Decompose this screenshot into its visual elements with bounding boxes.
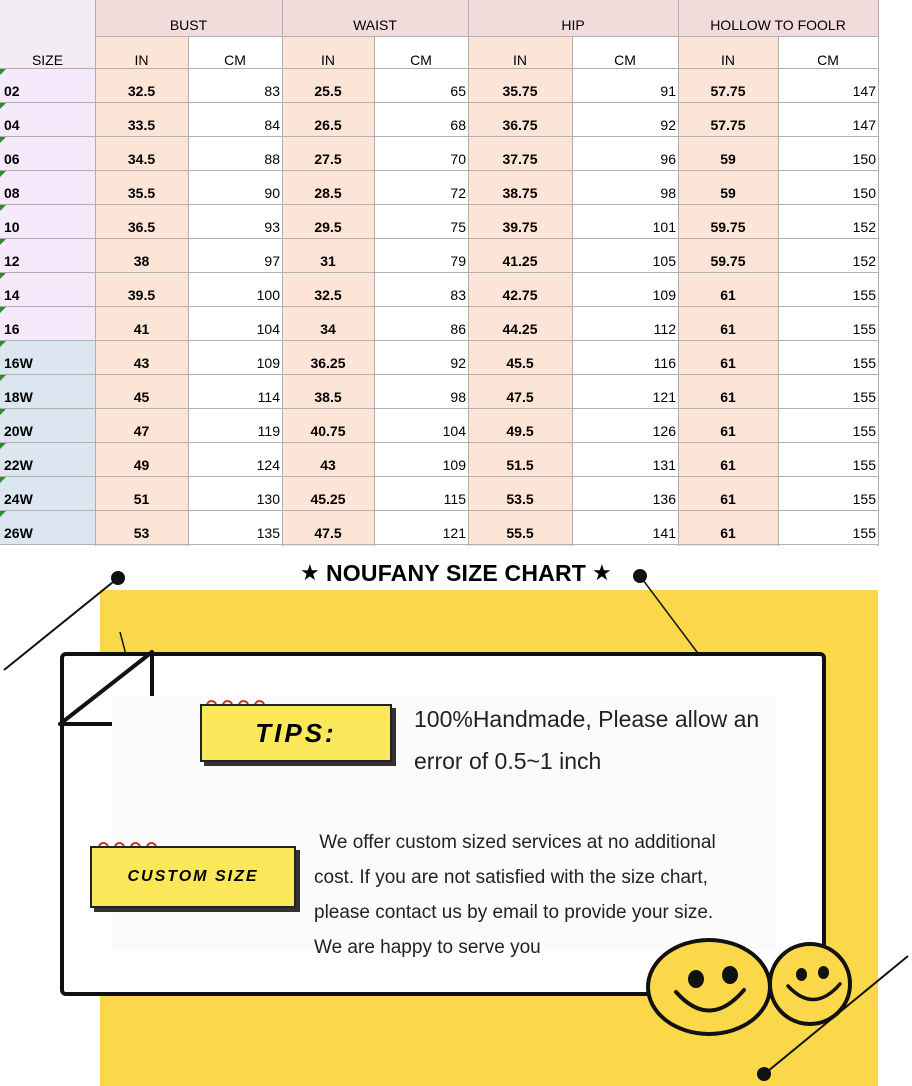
- size-cell: 12: [4, 253, 20, 269]
- htf-in-cell: 61: [720, 423, 736, 439]
- hip-in-cell: 41.25: [502, 253, 538, 269]
- grid-line-horizontal: [0, 374, 878, 375]
- hip-cm-cell: 121: [652, 389, 676, 405]
- grid-line-vertical: [188, 36, 189, 546]
- htf-in-cell: 57.75: [710, 117, 746, 133]
- group-header: WAIST: [353, 17, 397, 33]
- grid-line-horizontal: [0, 204, 878, 205]
- bust-in-cell: 45: [133, 389, 150, 405]
- row-marker-icon: [0, 511, 6, 517]
- waist-in-cell: 32.5: [314, 287, 342, 303]
- waist-in-cell: 31: [320, 253, 336, 269]
- htf-cm-cell: 155: [852, 491, 876, 507]
- hip-in-cell: 42.75: [502, 287, 538, 303]
- waist-cm-cell: 79: [450, 253, 466, 269]
- grid-line-horizontal: [0, 136, 878, 137]
- hip-cm-cell: 112: [653, 321, 676, 337]
- hip-cm-cell: 96: [660, 151, 676, 167]
- hip-in-cell: 38.75: [502, 185, 538, 201]
- grid-line-horizontal: [95, 36, 878, 37]
- grid-line-vertical: [374, 36, 375, 546]
- waist-in-cell: 38.5: [314, 389, 342, 405]
- bust-in-cell: 32.5: [127, 83, 156, 99]
- hip-cm-cell: 141: [652, 525, 676, 541]
- bust-in-cell: 35.5: [127, 185, 156, 201]
- cm-subheader: CM: [817, 52, 839, 68]
- size-cell: 06: [4, 151, 20, 167]
- in-subheader: IN: [513, 52, 527, 68]
- waist-cm-cell: 72: [450, 185, 466, 201]
- hip-in-cell: 44.25: [502, 321, 538, 337]
- cm-subheader: CM: [614, 52, 636, 68]
- waist-in-cell: 40.75: [310, 423, 346, 439]
- custom-line-4: We are happy to serve you: [314, 937, 541, 958]
- size-cell: 22W: [4, 457, 33, 473]
- waist-cm-cell: 68: [450, 117, 466, 133]
- grid-line-vertical: [95, 0, 96, 546]
- htf-in-cell: 59: [720, 151, 736, 167]
- waist-in-cell: 36.25: [310, 355, 346, 371]
- bust-in-cell: 34.5: [127, 151, 156, 167]
- waist-in-cell: 27.5: [314, 151, 342, 167]
- waist-cm-cell: 98: [450, 389, 466, 405]
- grid-line-horizontal: [0, 544, 878, 545]
- waist-cm-cell: 104: [442, 423, 466, 439]
- row-marker-icon: [0, 341, 6, 347]
- waist-in-cell: 26.5: [314, 117, 342, 133]
- row-marker-icon: [0, 171, 6, 177]
- htf-cm-cell: 150: [852, 185, 876, 201]
- row-marker-icon: [0, 273, 6, 279]
- bust-cm-cell: 130: [256, 491, 280, 507]
- waist-cm-cell: 115: [443, 491, 466, 507]
- htf-in-cell: 61: [720, 287, 736, 303]
- waist-cm-cell: 75: [450, 219, 466, 235]
- size-cell: 16: [4, 321, 20, 337]
- hip-in-cell: 45.5: [506, 355, 534, 371]
- htf-cm-cell: 152: [852, 219, 876, 235]
- hip-in-cell: 36.75: [502, 117, 538, 133]
- waist-cm-cell: 65: [450, 83, 466, 99]
- hip-cm-cell: 98: [660, 185, 676, 201]
- star-icon: ★: [592, 559, 612, 585]
- grid-line-horizontal: [0, 170, 878, 171]
- hip-cm-cell: 126: [652, 423, 676, 439]
- waist-in-cell: 47.5: [314, 525, 342, 541]
- hip-cm-cell: 109: [652, 287, 676, 303]
- bust-cm-cell: 104: [256, 321, 280, 337]
- hip-cm-cell: 136: [652, 491, 676, 507]
- htf-cm-cell: 152: [852, 253, 876, 269]
- hip-in-cell: 49.5: [506, 423, 534, 439]
- htf-in-cell: 61: [720, 321, 736, 337]
- hip-cm-cell: 101: [652, 219, 676, 235]
- hip-in-cell: 47.5: [506, 389, 534, 405]
- grid-line-horizontal: [0, 340, 878, 341]
- hip-cm-cell: 116: [653, 355, 676, 371]
- bust-in-cell: 47: [133, 423, 150, 439]
- bust-cm-cell: 124: [256, 457, 280, 473]
- size-chart-table: [0, 0, 878, 546]
- smiley-face-icon: [646, 938, 772, 1036]
- grid-line-horizontal: [0, 442, 878, 443]
- grid-line-vertical: [878, 0, 879, 546]
- hip-cm-cell: 91: [660, 83, 676, 99]
- custom-size-tag: CUSTOM SIZE: [90, 846, 296, 908]
- bust-cm-cell: 84: [264, 117, 280, 133]
- bust-cm-cell: 100: [256, 287, 280, 303]
- bust-in-cell: 49: [133, 457, 150, 473]
- tips-tag: TIPS:: [200, 704, 392, 762]
- tips-line-1: 100%Handmade, Please allow an: [414, 706, 760, 732]
- waist-in-cell: 28.5: [314, 185, 342, 201]
- size-header: SIZE: [31, 52, 64, 68]
- hip-in-cell: 51.5: [506, 457, 534, 473]
- row-marker-icon: [0, 409, 6, 415]
- waist-in-cell: 29.5: [314, 219, 342, 235]
- group-header: BUST: [169, 17, 208, 33]
- htf-cm-cell: 147: [852, 83, 876, 99]
- size-cell: 10: [4, 219, 20, 235]
- hip-cm-cell: 105: [652, 253, 676, 269]
- htf-cm-cell: 150: [852, 151, 876, 167]
- grid-line-horizontal: [0, 306, 878, 307]
- hip-in-cell: 53.5: [506, 491, 534, 507]
- waist-cm-cell: 121: [442, 525, 466, 541]
- size-cell: 24W: [4, 491, 33, 507]
- grid-line-vertical: [468, 0, 469, 546]
- bust-cm-cell: 109: [256, 355, 280, 371]
- hip-in-cell: 35.75: [502, 83, 538, 99]
- htf-in-cell: 59: [720, 185, 736, 201]
- title-text: NOUFANY SIZE CHART: [325, 560, 587, 586]
- htf-in-cell: 61: [720, 457, 736, 473]
- grid-line-horizontal: [0, 510, 878, 511]
- size-cell: 02: [4, 83, 20, 99]
- bust-cm-cell: 119: [257, 423, 280, 439]
- size-cell: 14: [4, 287, 20, 303]
- waist-in-cell: 25.5: [314, 83, 342, 99]
- htf-cm-cell: 147: [852, 117, 876, 133]
- grid-line-horizontal: [0, 272, 878, 273]
- row-marker-icon: [0, 103, 6, 109]
- in-subheader: IN: [321, 52, 335, 68]
- bust-cm-cell: 114: [257, 389, 280, 405]
- size-cell: 08: [4, 185, 20, 201]
- grid-line-horizontal: [0, 102, 878, 103]
- row-marker-icon: [0, 443, 6, 449]
- bust-in-cell: 51: [133, 491, 150, 507]
- waist-in-cell: 43: [320, 457, 336, 473]
- row-marker-icon: [0, 477, 6, 483]
- htf-cm-cell: 155: [852, 389, 876, 405]
- grid-line-horizontal: [0, 68, 878, 69]
- cm-subheader: CM: [410, 52, 432, 68]
- in-subheader: IN: [721, 52, 735, 68]
- hip-in-cell: 39.75: [502, 219, 538, 235]
- bust-in-cell: 43: [133, 355, 150, 371]
- cm-subheader: CM: [224, 52, 246, 68]
- htf-cm-cell: 155: [852, 287, 876, 303]
- grid-line-vertical: [678, 0, 679, 546]
- waist-in-cell: 34: [320, 321, 336, 337]
- waist-cm-cell: 109: [442, 457, 466, 473]
- custom-line-3: please contact us by email to provide your size.: [314, 902, 714, 923]
- htf-in-cell: 57.75: [710, 83, 746, 99]
- custom-line-1: We offer custom sized services at no additional: [314, 832, 716, 853]
- htf-in-cell: 59.75: [710, 253, 746, 269]
- grid-line-horizontal: [0, 476, 878, 477]
- grid-line-horizontal: [0, 408, 878, 409]
- waist-cm-cell: 70: [450, 151, 466, 167]
- group-header: HIP: [561, 17, 585, 33]
- bust-in-cell: 39.5: [127, 287, 156, 303]
- grid-line-vertical: [282, 0, 283, 546]
- htf-in-cell: 61: [720, 491, 736, 507]
- bust-cm-cell: 88: [264, 151, 280, 167]
- htf-cm-cell: 155: [852, 457, 876, 473]
- size-cell: 16W: [4, 355, 33, 371]
- hip-cm-cell: 131: [652, 457, 676, 473]
- bust-in-cell: 36.5: [127, 219, 156, 235]
- waist-cm-cell: 92: [450, 355, 466, 371]
- size-cell: 26W: [4, 525, 33, 541]
- htf-in-cell: 61: [720, 525, 736, 541]
- hip-cm-cell: 92: [660, 117, 676, 133]
- htf-cm-cell: 155: [852, 321, 876, 337]
- bust-cm-cell: 83: [264, 83, 280, 99]
- htf-cm-cell: 155: [852, 525, 876, 541]
- bust-in-cell: 33.5: [127, 117, 156, 133]
- waist-in-cell: 45.25: [310, 491, 346, 507]
- htf-cm-cell: 155: [852, 423, 876, 439]
- row-marker-icon: [0, 307, 6, 313]
- bust-in-cell: 38: [133, 253, 150, 269]
- hip-in-cell: 37.75: [502, 151, 538, 167]
- smiley-face-small-icon: [768, 942, 852, 1026]
- tips-line-2: error of 0.5~1 inch: [414, 748, 602, 774]
- grid-line-vertical: [778, 36, 779, 546]
- bust-in-cell: 53: [133, 525, 150, 541]
- row-marker-icon: [0, 205, 6, 211]
- bust-cm-cell: 93: [264, 219, 280, 235]
- row-marker-icon: [0, 375, 6, 381]
- waist-cm-cell: 83: [450, 287, 466, 303]
- group-header: HOLLOW TO FOOLR: [710, 17, 846, 33]
- size-cell: 18W: [4, 389, 33, 405]
- size-cell: 04: [4, 117, 20, 133]
- custom-line-2: cost. If you are not satisfied with the size chart,: [314, 867, 708, 888]
- size-cell: 20W: [4, 423, 33, 439]
- htf-in-cell: 61: [720, 355, 736, 371]
- in-subheader: IN: [134, 52, 149, 68]
- row-marker-icon: [0, 69, 6, 75]
- row-marker-icon: [0, 239, 6, 245]
- htf-in-cell: 59.75: [710, 219, 746, 235]
- star-icon: ★: [300, 559, 320, 585]
- bust-in-cell: 41: [133, 321, 150, 337]
- row-marker-icon: [0, 137, 6, 143]
- bust-cm-cell: 135: [256, 525, 280, 541]
- bust-cm-cell: 90: [264, 185, 280, 201]
- bust-cm-cell: 97: [264, 253, 280, 269]
- hip-in-cell: 55.5: [506, 525, 534, 541]
- grid-line-horizontal: [0, 238, 878, 239]
- grid-line-vertical: [572, 36, 573, 546]
- htf-cm-cell: 155: [852, 355, 876, 371]
- waist-cm-cell: 86: [450, 321, 466, 337]
- htf-in-cell: 61: [720, 389, 736, 405]
